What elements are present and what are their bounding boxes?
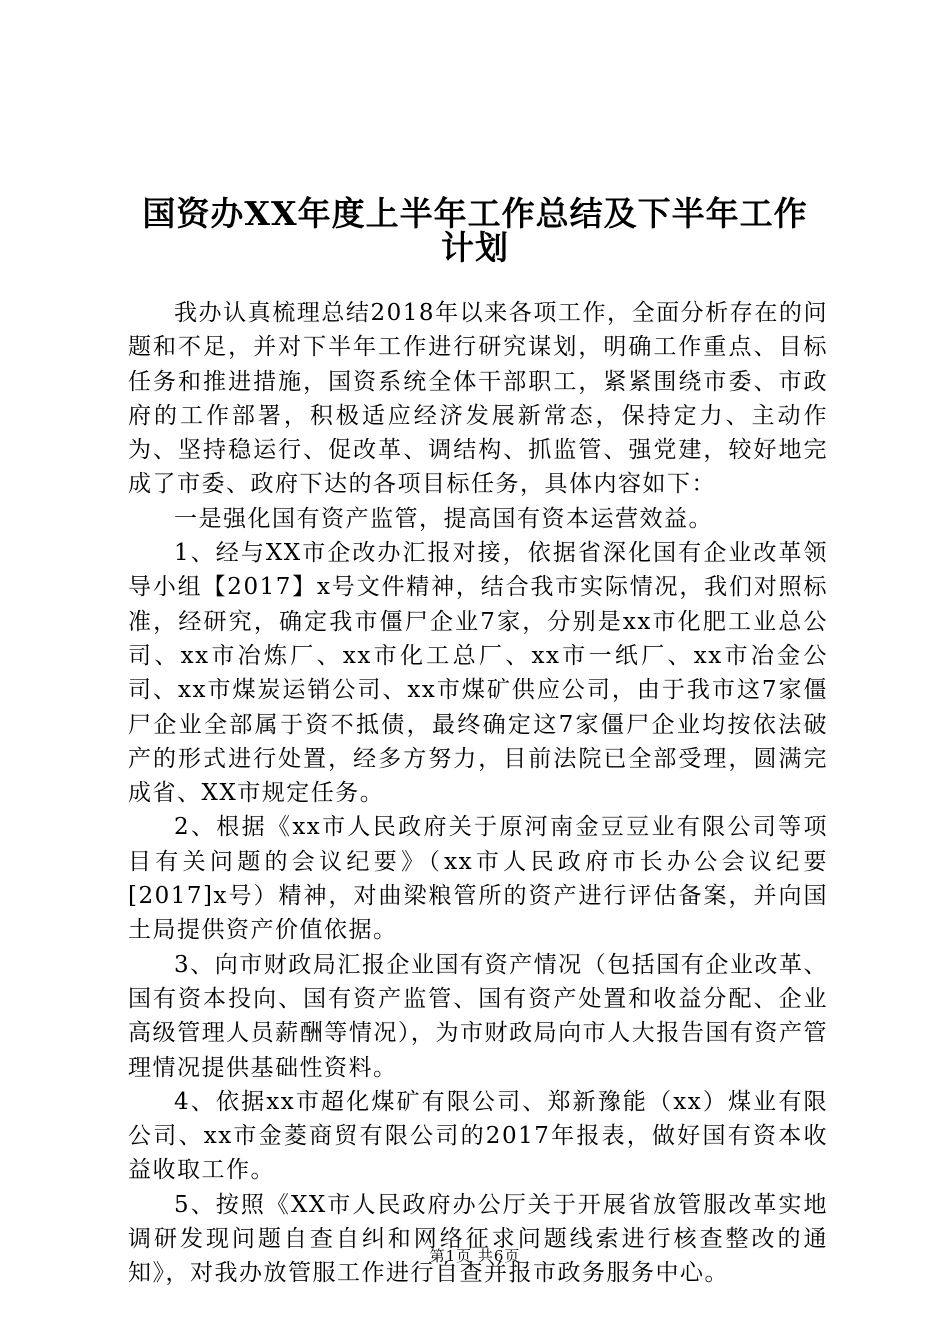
paragraph-item-3: 3、向市财政局汇报企业国有资产情况（包括国有企业改革、国有资本投向、国有资产监管、国有资产处置和收益分配、企业高级管理人员薪酬等情况），为市财政局向市人大报告国有资产管理情况提供基础性资料。 xyxy=(128,951,828,1081)
paragraph-item-2: 2、根据《xx市人民政府关于原河南金豆豆业有限公司等项目有关问题的会议纪要》（xx市人民政府市长办公会议纪要[2017]x号）精神，对曲梁粮管所的资产进行评估备案，并向国土局提供资产价值依据。 xyxy=(128,814,828,944)
document-title-line-2: 计划 xyxy=(441,228,509,267)
paragraph-item-5: 5、按照《XX市人民政府办公厅关于开展省放管服改革实地调研发现问题自查自纠和网络征求问题线索进行核查整改的通知》，对我办放管服工作进行自查并报市政务服务中心。 xyxy=(128,1191,828,1287)
document-body xyxy=(128,296,828,1291)
page-footer: 第1页 共6页 xyxy=(429,1247,521,1265)
document-title-line-1: 国资办XX年度上半年工作总结及下半年工作 xyxy=(142,194,808,233)
paragraph-item-1: 1、经与XX市企改办汇报对接，依据省深化国有企业改革领导小组【2017】x号文件精神，结合我市实际情况，我们对照标准，经研究，确定我市僵尸企业7家，分别是xx市化肥工业总公司、xx市冶炼厂、xx市化工总厂、xx市一纸厂、xx市冶金公司、xx市煤炭运销公司、xx市煤矿供应公司，由于我市这7家僵尸企业全部属于资不抵债，最终确定这7家僵尸企业均按依法破产的形式进行处置，经多方努力，目前法院已全部受理，圆满完成省、XX市规定任务。 xyxy=(128,540,828,807)
paragraph-item-4: 4、依据xx市超化煤矿有限公司、郑新豫能（xx）煤业有限公司、xx市金菱商贸有限公司的2017年报表，做好国有资本收益收取工作。 xyxy=(128,1088,828,1184)
paragraph-section-heading: 一是强化国有资产监管，提高国有资本运营效益。 xyxy=(174,505,713,532)
paragraph-intro: 我办认真梳理总结2018年以来各项工作，全面分析存在的问题和不足，并对下半年工作进行研究谋划，明确工作重点、目标任务和推进措施，国资系统全体干部职工，紧紧围绕市委、市政府的工作部署，积极适应经济发展新常态，保持定力、主动作为、坚持稳运行、促改革、调结构、抓监管、强党建，较好地完成了市委、政府下达的各项目标任务，具体内容如下： xyxy=(128,300,828,498)
